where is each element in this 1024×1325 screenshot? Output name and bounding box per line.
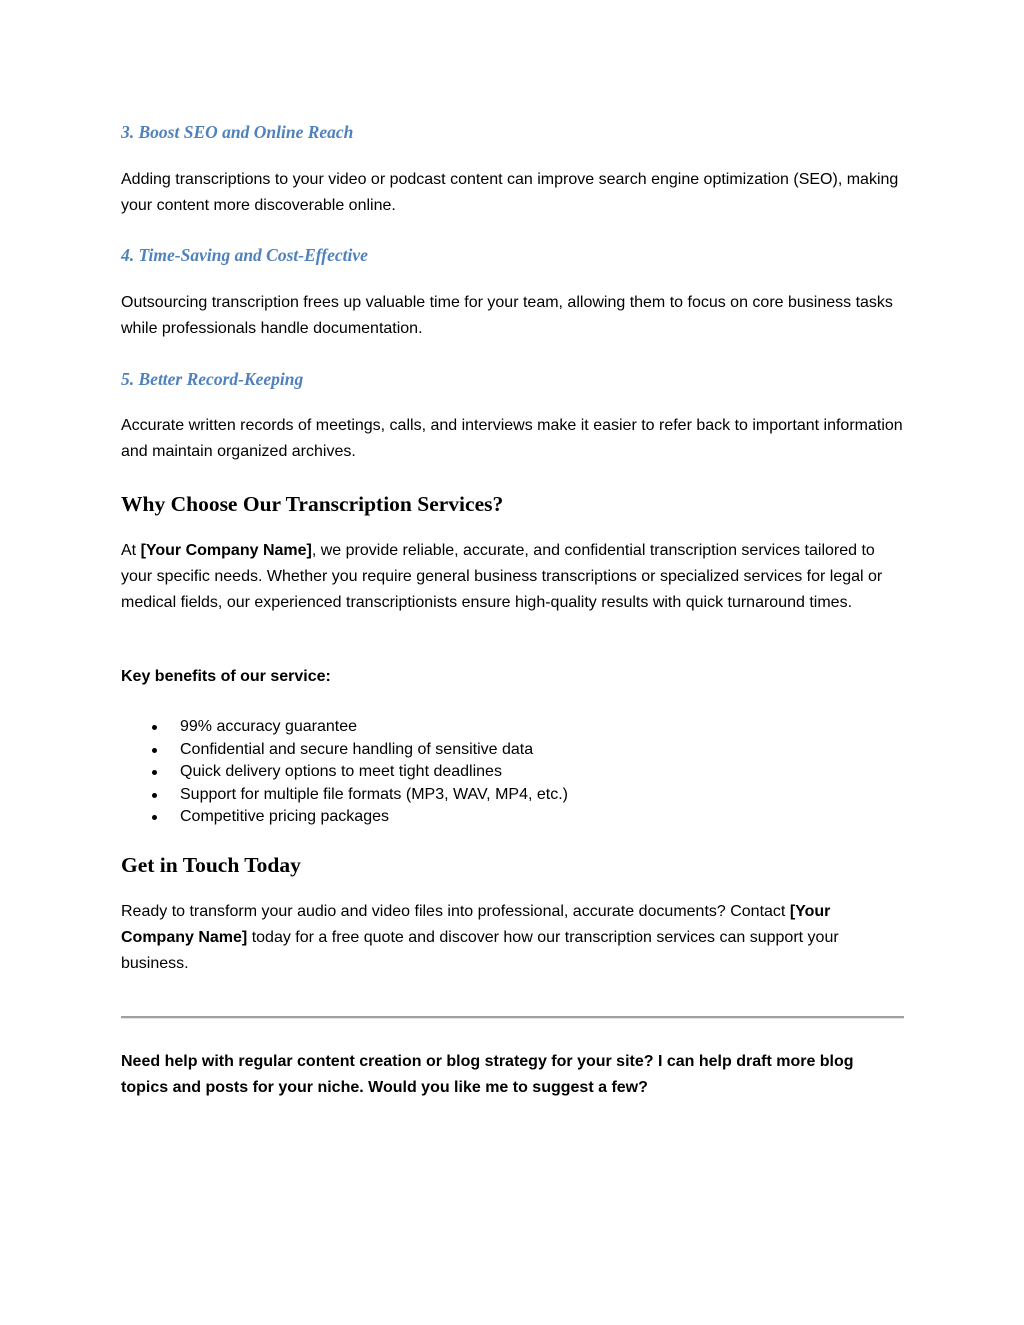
benefits-title: Key benefits of our service: [121, 668, 331, 685]
why-choose-heading: Why Choose Our Transcription Services? [121, 492, 504, 516]
company-name-placeholder: [Your Company Name] [121, 903, 831, 946]
contact-text [121, 899, 905, 977]
bullet-icon [152, 725, 157, 730]
list-item [121, 761, 568, 784]
bullet-icon [152, 793, 157, 798]
bullet-icon [152, 815, 157, 820]
benefits-list [121, 716, 568, 829]
why-choose-intro [121, 538, 905, 616]
section-text-seo: Adding transcriptions to your video or podcast content can improve search engine optimization (SEO), making your content more discoverable online. [121, 171, 899, 214]
benefit-text: Quick delivery options to meet tight deadlines [180, 763, 502, 780]
section-heading-record-keeping: 5. Better Record-Keeping [121, 369, 304, 389]
closing-note: Need help with regular content creation or blog strategy for your site? I can help draft more blog topics and posts for your niche. Would you like me to suggest a few? [121, 1053, 854, 1096]
section-text-record-keeping: Accurate written records of meetings, calls, and interviews make it easier to refer back to important information and maintain organized archives. [121, 417, 903, 460]
list-item [121, 784, 568, 807]
benefit-text: 99% accuracy guarantee [180, 718, 357, 735]
contact-rest: today for a free quote and discover how our transcription services can support your business. [121, 929, 839, 972]
list-item [121, 716, 568, 739]
list-item [121, 806, 568, 829]
bullet-icon [152, 770, 157, 775]
intro-rest: , we provide reliable, accurate, and confidential transcription services tailored to your specific needs. Whether you require general business transcriptions or specialized services for legal or medical fields, our experienced transcriptionists ensure high-quality results with quick turnaround times. [121, 542, 883, 611]
list-item [121, 739, 568, 762]
contact-prefix: Ready to transform your audio and video files into professional, accurate documents? Contact [121, 903, 790, 920]
section-heading-seo: 3. Boost SEO and Online Reach [121, 122, 354, 142]
section-text-time-saving: Outsourcing transcription frees up valuable time for your team, allowing them to focus on core business tasks while professionals handle documentation. [121, 294, 893, 337]
benefit-text: Confidential and secure handling of sensitive data [180, 740, 534, 758]
benefit-text: Support for multiple file formats (MP3, WAV, MP4, etc.) [180, 785, 568, 803]
section-heading-time-saving: 4. Time-Saving and Cost-Effective [121, 245, 368, 265]
company-name-placeholder: [Your Company Name] [140, 542, 312, 559]
horizontal-divider [121, 1016, 904, 1019]
bullet-icon [152, 748, 157, 753]
benefit-text: Competitive pricing packages [180, 808, 389, 825]
intro-prefix: At [121, 542, 141, 559]
get-in-touch-heading: Get in Touch Today [121, 853, 301, 877]
